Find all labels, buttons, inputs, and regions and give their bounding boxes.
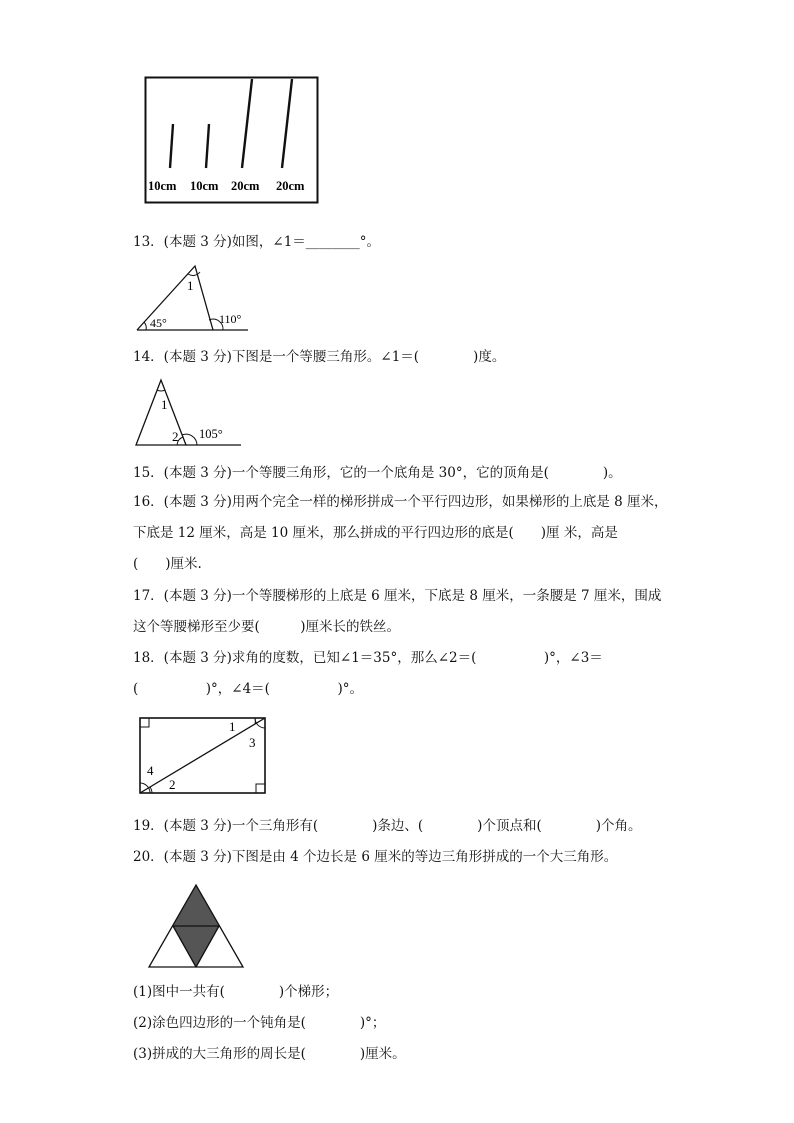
q20-triangle-figure	[147, 883, 245, 969]
q16-line-2: 下底是 12 厘米，高是 10 厘米，那么拼成的平行四边形的底是( )厘 米，高是	[133, 525, 618, 541]
stick-1	[170, 124, 173, 168]
q14-angle-105: 105°	[199, 427, 223, 441]
q20-sub-3: (3)拼成的大三角形的周长是( )厘米。	[133, 1046, 406, 1062]
q14-isosceles-figure	[133, 377, 245, 449]
q18-angle-1: 1	[229, 719, 236, 734]
stick-4	[282, 79, 292, 168]
q14-text: 14．(本题 3 分)下图是一个等腰三角形。∠1＝( )度。	[133, 349, 506, 365]
q14-angle-2: 2	[172, 429, 179, 444]
q18-line-1: 18．(本题 3 分)求角的度数，已知∠1＝35°，那么∠2＝( )°，∠3＝	[133, 650, 603, 666]
stick-3	[242, 79, 252, 168]
q18-angle-2: 2	[169, 777, 176, 792]
stick-label-3: 20cm	[231, 179, 260, 193]
q19-text: 19．(本题 3 分)一个三角形有( )条边、( )个顶点和( )个角。	[133, 818, 642, 834]
q16-line-3: ( )厘米.	[133, 556, 202, 572]
q13-text: 13．(本题 3 分)如图，∠1＝________°。	[133, 234, 381, 250]
q18-angle-4: 4	[147, 763, 154, 778]
q18-angle-3: 3	[249, 735, 256, 750]
stick-2	[206, 124, 209, 168]
q13-angle-110: 110°	[219, 312, 242, 326]
q17-line-1: 17．(本题 3 分)一个等腰梯形的上底是 6 厘米，下底是 8 厘米，一条腰是 7 厘米，围成	[133, 588, 662, 604]
stick-label-4: 20cm	[276, 179, 305, 193]
q16-line-1: 16．(本题 3 分)用两个完全一样的梯形拼成一个平行四边形，如果梯形的上底是 8 厘米，	[133, 494, 668, 510]
q13-angle-45: 45°	[150, 316, 167, 330]
stick-label-2: 10cm	[190, 179, 219, 193]
q17-line-2: 这个等腰梯形至少要( )厘米长的铁丝。	[133, 619, 401, 635]
q13-triangle-figure	[133, 262, 251, 334]
q15-text: 15．(本题 3 分)一个等腰三角形，它的一个底角是 30°，它的顶角是( )。	[133, 465, 622, 481]
q14-angle-1: 1	[161, 397, 168, 412]
q18-rectangle-figure	[137, 715, 269, 797]
q20-sub-1: (1)图中一共有( )个梯形；	[133, 984, 339, 1000]
stick-label-1: 10cm	[148, 179, 177, 193]
sticks-figure	[144, 76, 320, 206]
q18-line-2: ( )°，∠4＝( )°。	[133, 681, 363, 697]
q20-text: 20．(本题 3 分)下图是由 4 个边长是 6 厘米的等边三角形拼成的一个大三角形。	[133, 849, 618, 865]
q20-sub-2: (2)涂色四边形的一个钝角是( )°；	[133, 1015, 386, 1031]
q13-angle-1: 1	[187, 278, 194, 293]
